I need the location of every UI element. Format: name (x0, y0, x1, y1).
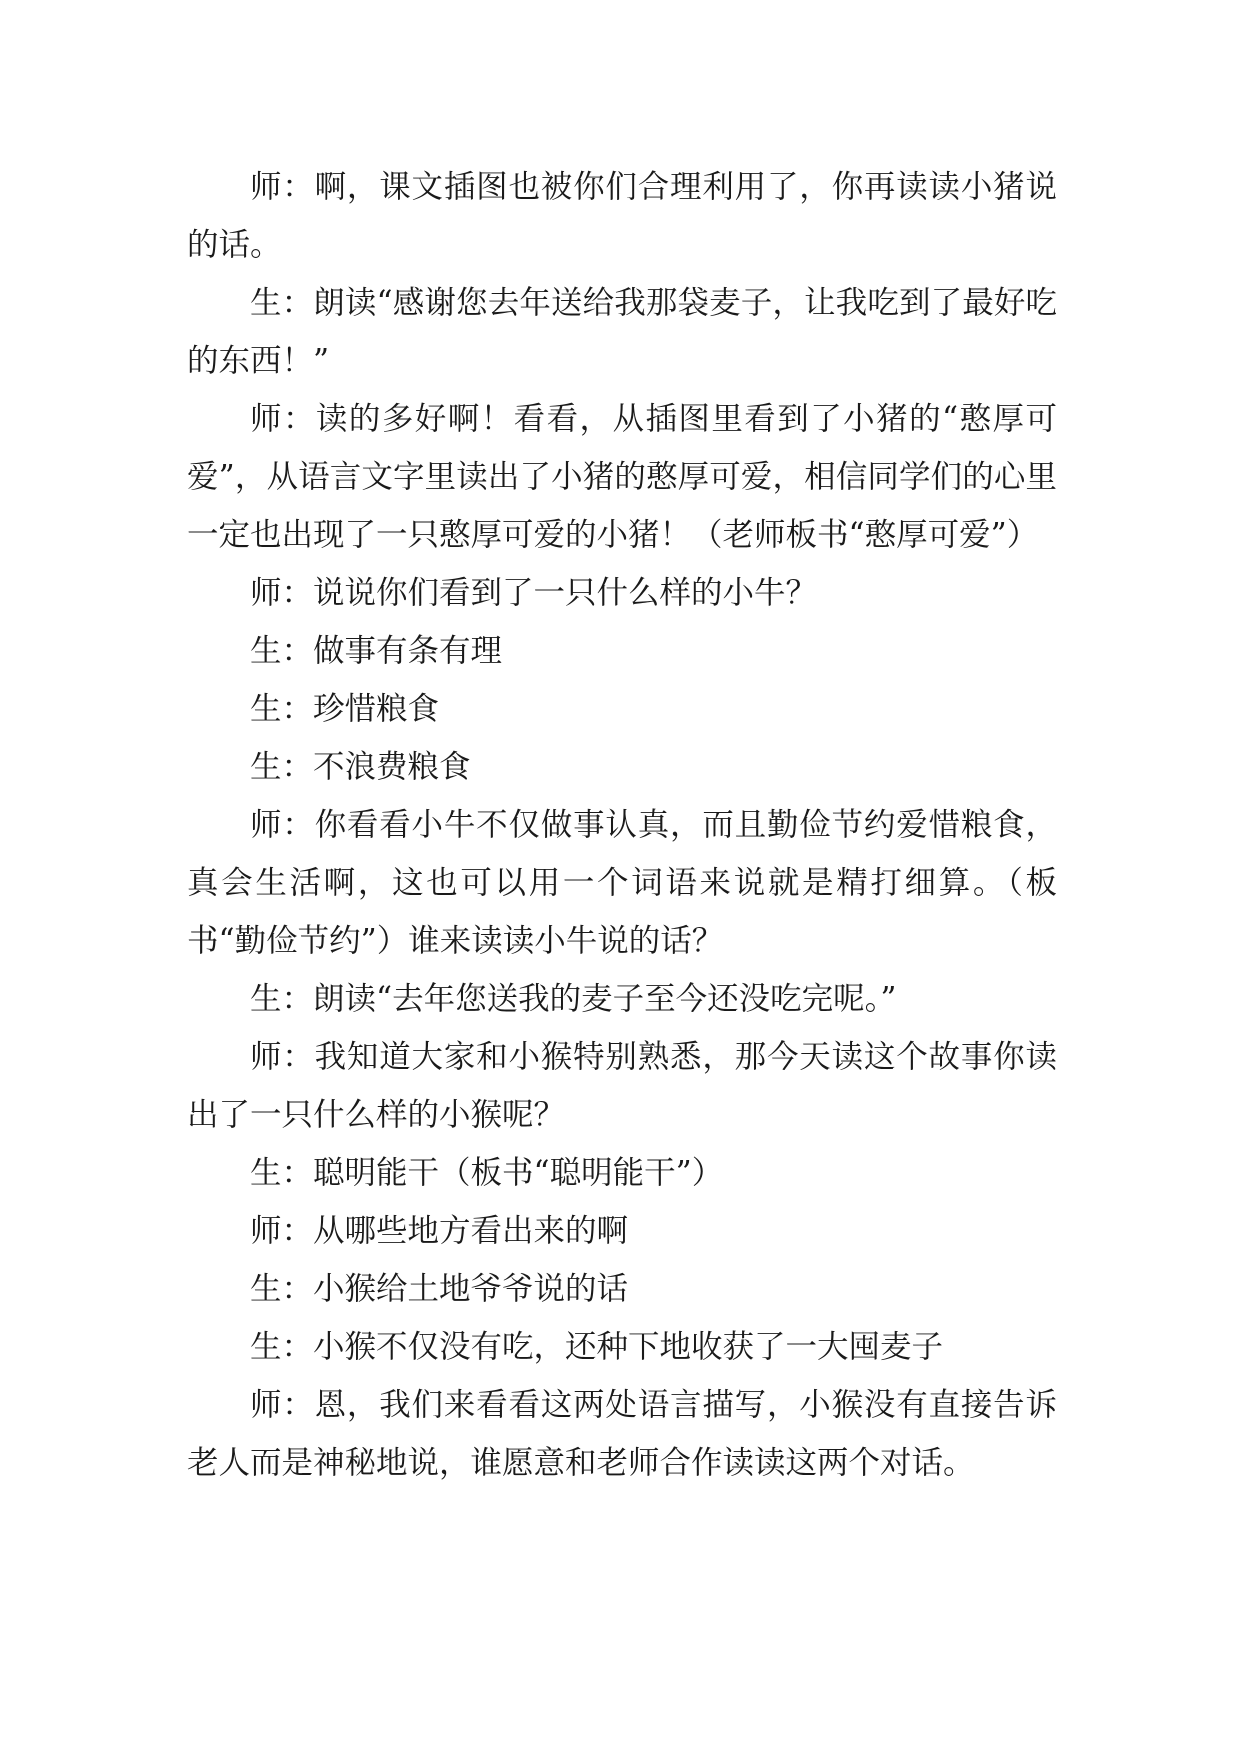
paragraph: 生：朗读“感谢您去年送给我那袋麦子，让我吃到了最好吃的东西！” (187, 285, 1057, 379)
paragraph: 生：聪明能干（板书“聪明能干”） (250, 1155, 724, 1191)
paragraph: 师：啊，课文插图也被你们合理利用了，你再读读小猪说的话。 (187, 169, 1057, 263)
paragraph: 师：从哪些地方看出来的啊 (250, 1213, 629, 1249)
paragraph: 师：说说你们看到了一只什么样的小牛？ (250, 575, 818, 611)
paragraph: 师：读的多好啊！看看，从插图里看到了小猪的“憨厚可爱”，从语言文字里读出了小猪的憨厚可爱，相信同学们的心里一定也出现了一只憨厚可爱的小猪！（老师板书“憨厚可爱”） (187, 401, 1057, 553)
paragraph: 师：我知道大家和小猴特别熟悉，那今天读这个故事你读出了一只什么样的小猴呢？ (187, 1039, 1057, 1133)
paragraph: 师：你看看小牛不仅做事认真，而且勤俭节约爱惜粮食，真会生活啊，这也可以用一个词语来说就是精打细算。（板书“勤俭节约”）谁来读读小牛说的话？ (187, 807, 1057, 959)
paragraph: 生：小猴给土地爷爷说的话 (250, 1271, 629, 1307)
paragraph: 生：不浪费粮食 (250, 749, 471, 785)
paragraph: 生：朗读“去年您送我的麦子至今还没吃完呢。” (250, 981, 897, 1017)
paragraph: 生：小猴不仅没有吃，还种下地收获了一大囤麦子 (250, 1329, 944, 1365)
paragraph: 生：珍惜粮食 (250, 691, 440, 727)
paragraph: 师：恩，我们来看看这两处语言描写，小猴没有直接告诉老人而是神秘地说，谁愿意和老师合作读读这两个对话。 (187, 1387, 1057, 1481)
document-body (187, 158, 1057, 1492)
paragraph: 生：做事有条有理 (250, 633, 503, 669)
